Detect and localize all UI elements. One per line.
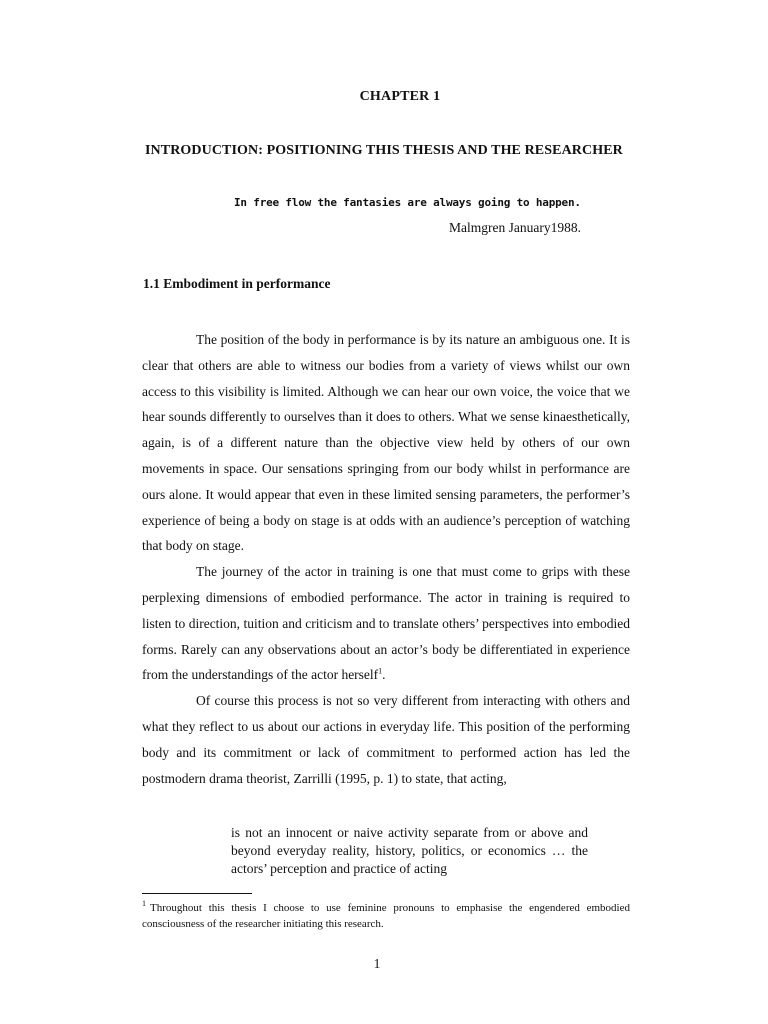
body-text bbox=[142, 327, 630, 791]
chapter-label: CHAPTER 1 bbox=[359, 89, 441, 104]
footnote-divider bbox=[142, 893, 252, 894]
epigraph-quote: In free flow the fantasies are always going to happen. bbox=[234, 196, 581, 209]
page-number: 1 bbox=[373, 956, 381, 971]
paragraph bbox=[142, 327, 630, 559]
paragraph-text: The journey of the actor in training is one that must come to grips with these perplexing dimensions of embodied performance. The actor in training is required to listen to direction, tuition and criticism and to translate others’ perspectives into embodied forms. Rarely can any observations about an actor’s body be differentiated in experience from the understandings of the actor herself bbox=[142, 564, 630, 683]
paragraph bbox=[142, 688, 630, 791]
footnote-text: Throughout this thesis I choose to use feminine pronouns to emphasise the engendered embodied consciousness of the researcher initiating this research. bbox=[142, 902, 630, 930]
block-quote bbox=[231, 824, 588, 878]
epigraph-attribution: Malmgren January1988. bbox=[449, 220, 581, 235]
section-heading: 1.1 Embodiment in performance bbox=[143, 276, 331, 291]
block-quote-text: is not an innocent or naive activity separate from or above and beyond everyday reality, history, politics, or economics … the actors’ perception and practice of acting bbox=[231, 825, 588, 876]
paragraph-text: The position of the body in performance is by its nature an ambiguous one. It is clear that others are able to witness our bodies from a variety of views whilst our own access to this visibility is limited. Although we can hear our own voice, the voice that we hear sounds differently to ourselves than it does to others. What we sense kinaesthetically, again, is of a different nature than the objective view held by others of our own movements in space. Our sensations springing from our body whilst in performance are ours alone. It would appear that even in these limited sensing parameters, the performer’s experience of being a body on stage is at odds with an audience’s perception of watching that body on stage. bbox=[142, 332, 630, 554]
footnote-reference[interactable]: 1 bbox=[378, 666, 383, 676]
chapter-title: INTRODUCTION: POSITIONING THIS THESIS AND THE RESEARCHER bbox=[145, 143, 623, 158]
footnote-marker: 1 bbox=[142, 899, 146, 909]
footnote bbox=[142, 900, 630, 932]
paragraph-text: Of course this process is not so very different from interacting with others and what they reflect to us about our actions in everyday life. This position of the performing body and its commitment or lack of commitment to performed action has led the postmodern drama theorist, Zarrilli (1995, p. 1) to state, that acting, bbox=[142, 693, 630, 786]
paragraph: The journey of the actor in training is one that must come to grips with these perplexing dimensions of embodied performance. The actor in training is required to listen to direction, tuition and criticism and to translate others’ perspectives into embodied forms. Rarely can any observations about an actor’s body be differentiated in experience from the understandings of the actor herself$^1$. bbox=[142, 564, 630, 683]
